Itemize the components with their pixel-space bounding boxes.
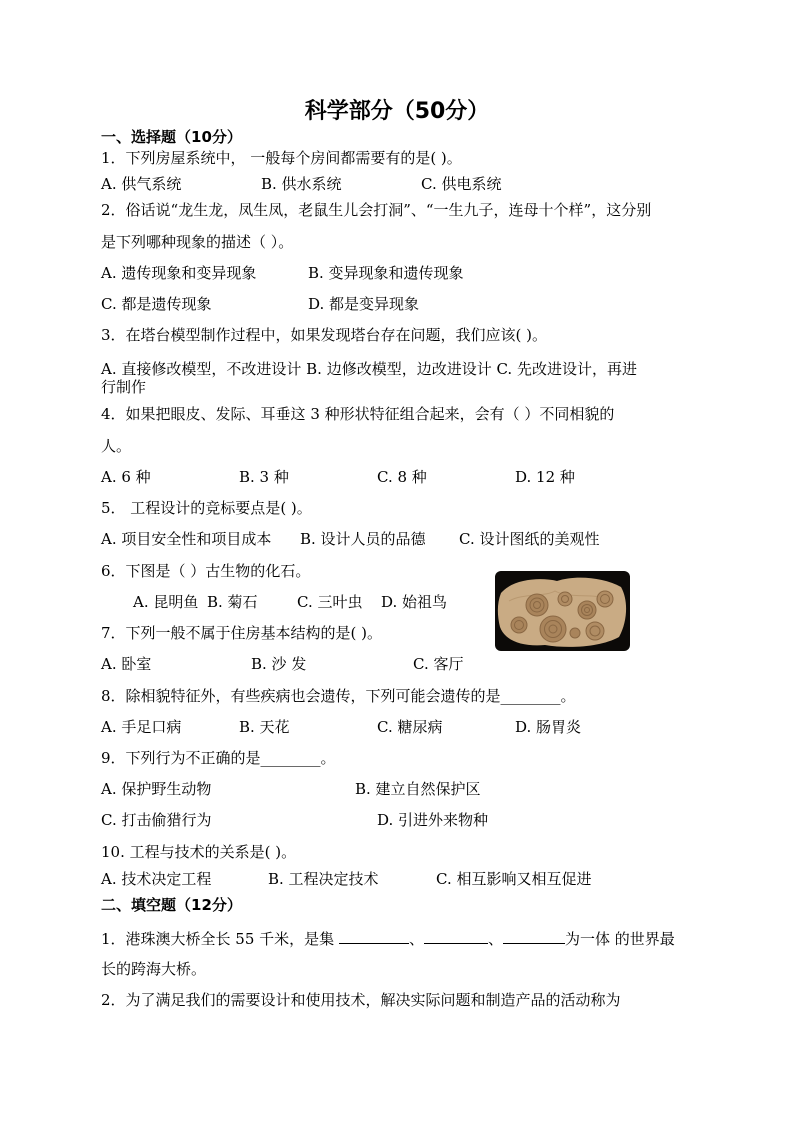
option: B. 沙 发 [251, 655, 307, 673]
option: D. 引进外来物种 [377, 811, 489, 829]
fill-1-text-end: 为一体 的世界最 [564, 930, 675, 948]
option: C. 糖尿病 [377, 718, 443, 736]
question-10: 10. 工程与技术的关系是( )。 [101, 843, 297, 861]
option: D. 始祖鸟 [381, 593, 448, 611]
option: A. 项目安全性和项目成本 [101, 530, 272, 548]
option: C. 都是遗传现象 [101, 295, 212, 313]
fill-1-separator: 、 [408, 930, 424, 948]
question-9: 9．下列行为不正确的是________。 [101, 749, 336, 767]
answer-blank[interactable] [503, 929, 565, 944]
option: B. 3 种 [239, 468, 289, 486]
option: B. 工程决定技术 [268, 870, 379, 888]
option: C. 8 种 [377, 468, 427, 486]
option: A. 昆明鱼 [133, 593, 199, 611]
answer-blank[interactable] [339, 929, 409, 944]
option: B. 天花 [239, 718, 290, 736]
option: C. 打击偷猎行为 [101, 811, 212, 829]
page-title: 科学部分（50分） [304, 99, 490, 124]
section-choice-heading: 一、选择题（10分） [101, 128, 242, 146]
option: B. 建立自然保护区 [355, 780, 481, 798]
option: C. 供电系统 [421, 175, 502, 193]
fill-question-1-line1 [101, 929, 701, 948]
option: B. 设计人员的品德 [300, 530, 426, 548]
option: C. 客厅 [413, 655, 464, 673]
fill-1-separator: 、 [487, 930, 503, 948]
option: A. 遗传现象和变异现象 [101, 264, 257, 282]
option: A. 保护野生动物 [101, 780, 212, 798]
option: D. 都是变异现象 [308, 295, 420, 313]
question-7: 7．下列一般不属于住房基本结构的是( )。 [101, 624, 383, 642]
option: C. 设计图纸的美观性 [459, 530, 600, 548]
option: B. 变异现象和遗传现象 [308, 264, 464, 282]
option: C. 三叶虫 [297, 593, 363, 611]
option: A. 手足口病 [101, 718, 182, 736]
question-4-line1: 4．如果把眼皮、发际、耳垂这 3 种形状特征组合起来，会有（ ）不同相貌的 [101, 405, 615, 423]
answer-blank[interactable] [424, 929, 488, 944]
option: B. 菊石 [207, 593, 258, 611]
question-3-options-line1: A. 直接修改模型，不改进设计 B. 边修改模型，边改进设计 C. 先改进设计，再进 [101, 360, 637, 378]
question-2-line1: 2．俗话说“龙生龙，凤生凤，老鼠生儿会打洞”、“一生九子，连母十个样”，这分别 [101, 201, 652, 219]
fill-question-2-line1: 2．为了满足我们的需要设计和使用技术，解决实际问题和制造产品的活动称为 [101, 991, 621, 1009]
option: A. 技术决定工程 [101, 870, 212, 888]
question-2-line2: 是下列哪种现象的描述（ ）。 [101, 233, 294, 251]
option: A. 6 种 [101, 468, 151, 486]
option: C. 相互影响又相互促进 [436, 870, 592, 888]
question-5: 5． 工程设计的竞标要点是( )。 [101, 499, 312, 517]
question-3-options-line2: 行制作 [101, 378, 147, 396]
question-3: 3．在塔台模型制作过程中，如果发现塔台存在问题，我们应该( )。 [101, 326, 548, 344]
option: D. 肠胃炎 [515, 718, 582, 736]
question-8: 8．除相貌特征外，有些疾病也会遗传，下列可能会遗传的是________。 [101, 687, 576, 705]
question-1: 1．下列房屋系统中， 一般每个房间都需要有的是( )。 [101, 149, 462, 167]
option: A. 卧室 [101, 655, 152, 673]
section-fill-heading: 二、填空题（12分） [101, 896, 242, 914]
question-4-line2: 人。 [101, 437, 132, 455]
fill-1-text-start: 1．港珠澳大桥全长 55 千米，是集 [101, 930, 339, 948]
question-6: 6．下图是（ ）古生物的化石。 [101, 562, 311, 580]
option: A. 供气系统 [101, 175, 182, 193]
option: B. 供水系统 [261, 175, 342, 193]
option: D. 12 种 [515, 468, 575, 486]
fill-question-1-line2: 长的跨海大桥。 [101, 960, 207, 978]
